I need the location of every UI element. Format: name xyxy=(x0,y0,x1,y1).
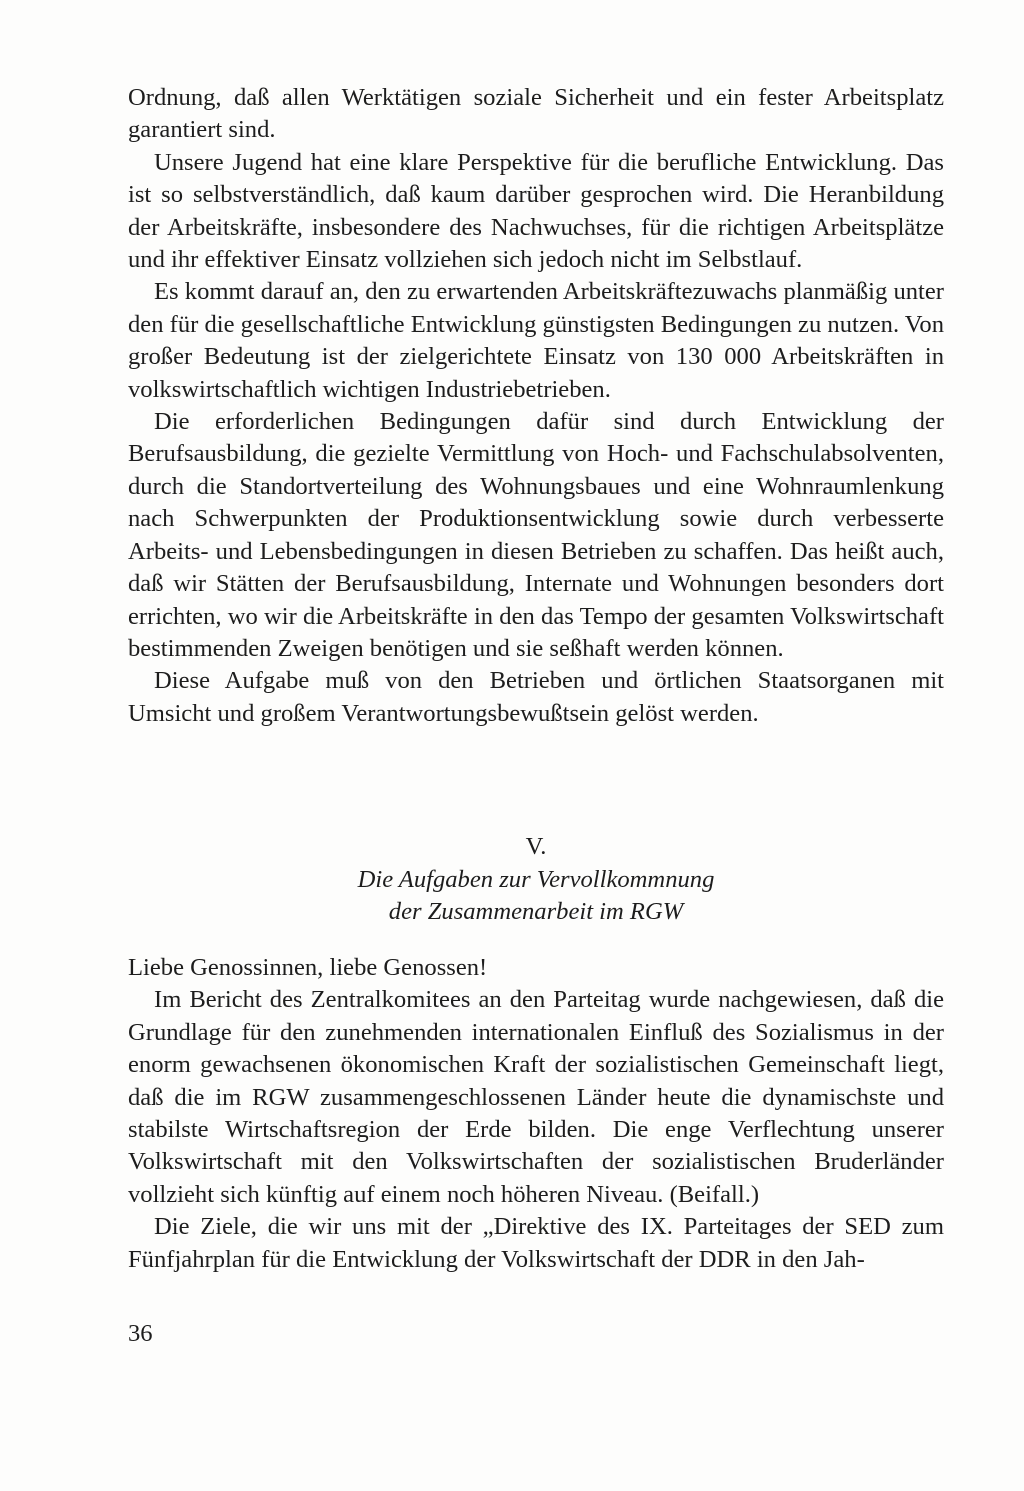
paragraph-report: Im Bericht des Zentralkomitees an den Parteitag wurde nachgewiesen, daß die Grundlage für den zunehmenden internationalen Einfluß des Sozialismus in der enorm gewachsenen ökonomischen Kraft der sozialistischen Gemeinschaft liegt, daß die im RGW zusammengeschlossenen Länder heute die dynamischste und stabilste Wirtschaftsregion der Erde bilden. Die enge Verflechtung unserer Volkswirtschaft mit den Volkswirtschaften der sozialistischen Bruderländer vollzieht sich künftig auf einem noch höheren Niveau. (Beifall.) xyxy=(128,986,944,1208)
paragraph-continuation: Ordnung, daß allen Werktätigen soziale Sicherheit und ein fester Arbeitsplatz garantiert sind. xyxy=(128,84,944,144)
salutation: Liebe Genossinnen, liebe Genossen! xyxy=(128,954,488,981)
section-title xyxy=(128,864,944,929)
paragraph-directive: Die Ziele, die wir uns mit der „Direktive des IX. Parteitages der SED zum Fünfjahrplan für die Entwicklung der Volkswirtschaft der DDR in den Jah- xyxy=(128,1213,944,1273)
page-number: 36 xyxy=(128,1320,153,1347)
paragraph-task: Diese Aufgabe muß von den Betrieben und örtlichen Staatsorganen mit Umsicht und großem Verantwortungsbewußtsein gelöst werden. xyxy=(128,667,944,727)
body-text-top xyxy=(128,82,944,730)
section-title-line-1: Die Aufgaben zur Vervollkommnung xyxy=(357,866,715,893)
section-number: V. xyxy=(525,833,547,860)
body-text-bottom xyxy=(128,952,944,1276)
paragraph-youth-perspective: Unsere Jugend hat eine klare Perspektive für die berufliche Entwicklung. Das ist so selbstverständlich, daß kaum darüber gesprochen wird. Die Heranbildung der Arbeitskräfte, insbesondere des Nachwuchses, für die richtigen Arbeitsplätze und ihr effektiver Einsatz vollziehen sich jedoch nicht im Selbstlauf. xyxy=(128,148,944,274)
paragraph-conditions: Die erforderlichen Bedingungen dafür sind durch Entwicklung der Berufsausbildung, die gezielte Vermittlung von Hoch- und Fachschulabsolventen, durch die Standortverteilung des Wohnungsbaues und eine Wohnraumlenkung nach Schwerpunkten der Produktionsentwicklung sowie durch verbesserte Arbeits- und Lebensbedingungen in diesen Betrieben zu schaffen. Das heißt auch, daß wir Stätten der Berufsausbildung, Internate und Wohnungen besonders dort errichten, wo wir die Arbeitskräfte in den das Tempo der gesamten Volkswirtschaft bestimmenden Zweigen benötigen und sie seßhaft werden können. xyxy=(128,408,944,662)
section-title-line-2: der Zusammenarbeit im RGW xyxy=(388,898,684,926)
paragraph-labor-growth: Es kommt darauf an, den zu erwartenden Arbeitskräftezuwachs planmäßig unter den für die gesellschaftliche Entwicklung günstigsten Bedingungen zu nutzen. Von großer Bedeutung ist der zielgerichtete Einsatz von 130 000 Arbeitskräften in volkswirtschaftlich wichtigen Industriebetrieben. xyxy=(128,278,944,403)
